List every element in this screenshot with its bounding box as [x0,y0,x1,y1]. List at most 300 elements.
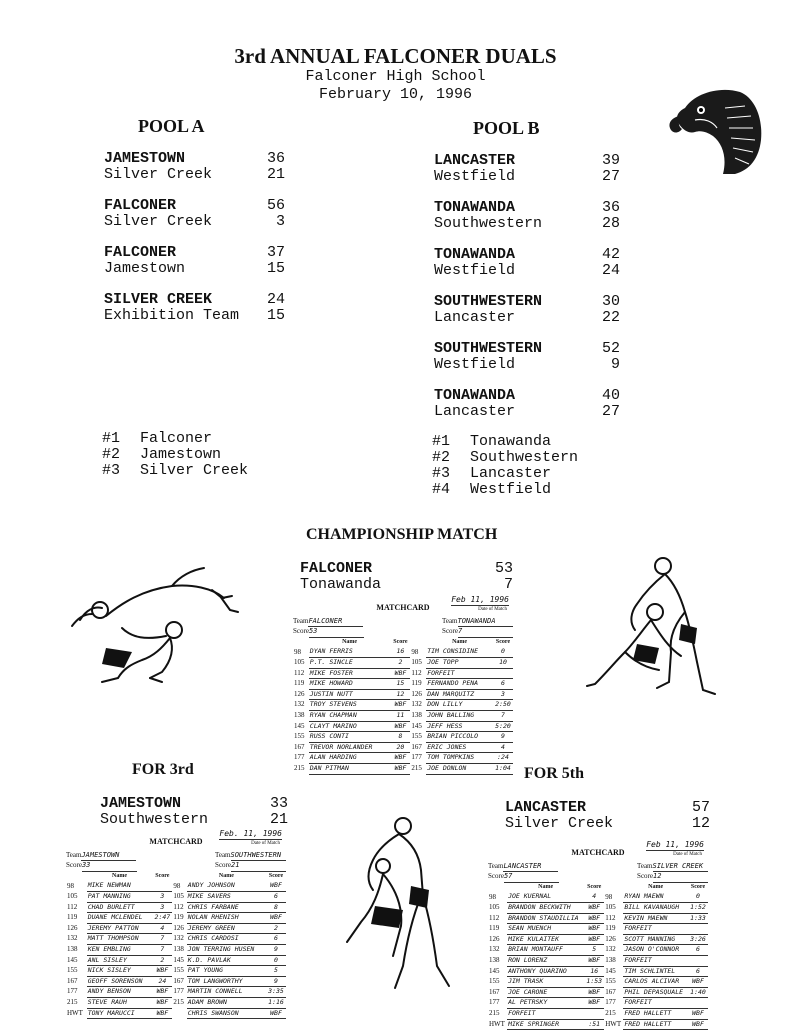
bout-score: 2:50 [493,700,513,711]
table-row [488,913,708,924]
bout-score: WBF [584,913,604,924]
weight-class: 105 [173,891,184,900]
fifth-loser: Silver Creek [505,815,614,832]
pool-match-loser: Silver Creek [104,166,213,183]
matchcard-title: MATCHCARD [376,603,430,612]
pool-match-loser-score: 15 [266,307,285,324]
column-header: Score [495,638,511,645]
pool-match-loser: Lancaster [434,403,516,420]
team-value: SOUTHWESTERN [231,851,286,862]
bout-score: 1:53 [584,977,604,988]
wrestler-name: JON TERRING HUSEN [187,944,266,955]
pool-match-loser-score: 24 [601,262,620,279]
weight-class: 126 [173,923,184,932]
standing-team: Tonawanda [470,433,552,450]
wrestler-name: PAT YOUNG [187,966,266,977]
weight-class: 112 [173,902,184,911]
wrestler-name: BRANDON STAUDILLIA [507,913,584,924]
bout-score: WBF [584,955,604,966]
column-header: Name [538,883,554,890]
table-row [66,955,286,966]
winner-team-name: TONAWANDA [434,246,516,263]
championship-loser-score: 7 [503,576,513,593]
wrestler-name: JOE TOPP [426,657,493,668]
wrestler-name: JOE KUERNAL [507,892,584,902]
matchcard-date: Feb 11, 1996 [646,840,704,849]
bout-score: WBF [390,700,410,711]
weight-class: 167 [605,987,616,996]
pool-match-loser: Lancaster [434,309,516,326]
table-row [293,710,513,721]
table-row [488,924,708,935]
table-row [488,1008,708,1019]
wrestler-name: ANTHONY QUARINO [507,966,584,977]
weight-class: 112 [294,668,305,677]
wrestler-name: SEAN MUENCH [507,924,584,935]
weight-class: 105 [294,657,305,666]
bout-score: WBF [390,668,410,679]
matchcard-title: MATCHCARD [571,848,625,857]
bout-score: WBF [584,934,604,945]
wrestler-name: NOLAN RHENISH [187,913,266,924]
table-row [66,923,286,934]
bout-score: 16 [390,647,410,657]
wrestler-name: FORFEIT [426,668,493,679]
wrestler-name: JOE DONLON [426,763,493,774]
bout-score: 4 [152,923,172,934]
bout-score: WBF [152,997,172,1008]
weight-class: 98 [173,881,181,890]
matchcard-team-block [293,617,364,638]
standing-team: Southwestern [470,449,579,466]
score-label: Score [637,872,653,881]
wrestler-name: TOM LANGWORTHY [187,976,266,987]
fifth-matchcard [488,840,708,1030]
team-label: Team [442,616,458,625]
wrestler-name: P.T. SINCLE [309,657,391,668]
wrestler-name: DON LILLY [426,700,493,711]
weight-class: 145 [605,966,616,975]
bout-score: 1:04 [493,763,513,774]
matchcard-team-block [488,862,559,883]
bout-score: 9 [266,944,286,955]
pool-match-winner [434,247,515,263]
wrestler-name: JOHN BALLING [426,710,493,721]
pool-match-loser-score: 9 [610,356,620,373]
third-matchcard [66,829,286,1019]
bout-score: 1:33 [688,913,708,924]
bout-score: 4 [584,892,604,902]
matchcard-date: Feb. 11, 1996 [219,829,282,838]
weight-class: 132 [605,945,616,954]
bout-score: 11 [390,710,410,721]
bout-score: WBF [584,924,604,935]
wrestler-name: RON LORENZ [507,955,584,966]
bout-score: 5 [584,945,604,956]
weight-class: 167 [294,742,305,751]
weight-class: 145 [173,955,184,964]
table-row [293,679,513,690]
weight-class: 215 [489,1008,500,1017]
bout-score: :24 [493,753,513,764]
weight-class: 138 [294,710,305,719]
wrestler-name: RYAN MAEWN [623,892,688,902]
wrestler-name: TOM TOMPKINS [426,753,493,764]
weight-class: 126 [294,689,305,698]
score-value: 53 [309,627,364,638]
wrestler-name: ANDY JOHNSON [187,881,266,891]
score-value: 12 [653,872,708,883]
weight-class: 138 [605,955,616,964]
wrestler-name: JIM TRASK [507,977,584,988]
pool-match-loser: Exhibition Team [104,307,240,324]
wrestler-name: FORFEIT [623,955,688,966]
score-value: 21 [231,861,286,872]
third-winner: JAMESTOWN [100,795,182,812]
weight-class: 177 [294,753,305,762]
matchcard-date-label: Date of Match [251,841,280,846]
bout-score: 3 [493,689,513,700]
bout-score: WBF [688,977,708,988]
pool-b-title: POOL B [473,118,540,138]
pool-match-winner-score: 39 [601,152,620,169]
weight-class: 112 [489,913,500,922]
winner-team-name: SOUTHWESTERN [434,293,543,310]
bout-score [688,998,708,1009]
weight-class: 119 [605,924,616,933]
weight-class: 138 [411,710,422,719]
pool-match-winner [434,341,542,357]
column-header: Score [690,883,706,890]
pool-match-winner [434,153,515,169]
table-row [488,987,708,998]
wrestler-name: ANL SISLEY [87,955,153,966]
wrestler-name: DAN PITMAN [309,763,391,774]
weight-class: 155 [294,732,305,741]
table-row [293,721,513,732]
table-row [488,955,708,966]
bout-score: 3:26 [688,934,708,945]
wrestlers-illustration-icon [333,816,463,996]
standing-team: Westfield [470,481,552,498]
wrestler-name: BRIAN MONTAUFF [507,945,584,956]
pool-match-winner-score: 37 [266,244,285,261]
pool-match-loser-score: 27 [601,168,620,185]
table-row [293,647,513,657]
weight-class: HWT [67,1008,83,1017]
bout-score: 12 [390,689,410,700]
wrestler-name: ALAN HARDING [309,753,391,764]
weight-class: 167 [67,976,78,985]
weight-class: HWT [605,1019,622,1028]
championship-winner: FALCONER [300,560,373,577]
wrestler-name: K.D. PAVLAK [187,955,266,966]
standing-rank: #2 [432,449,451,466]
matchcard-teams [66,851,286,872]
weight-class: 132 [489,945,500,954]
bout-score: 1:16 [266,997,286,1008]
bout-score: WBF [688,1008,708,1019]
third-place-title: FOR 3rd [132,761,194,778]
fifth-winner: LANCASTER [505,799,587,816]
pool-match-winner-score: 30 [601,293,620,310]
championship-loser: Tonawanda [300,576,382,593]
wrestler-name: MARTIN CONNELL [187,987,266,998]
weight-class: 119 [489,924,500,933]
pool-match-winner [434,294,542,310]
weight-class: 177 [173,987,184,996]
weight-class: 119 [173,913,184,922]
wrestler-name: CHAD BURLETT [87,902,153,913]
bout-score: 20 [390,742,410,753]
table-row [66,976,286,987]
wrestler-name: JEREMY GREEN [187,923,266,934]
bout-score: 0 [688,892,708,902]
weight-class: 167 [489,987,500,996]
wrestler-name: BRANDON BECKWITH [507,902,584,913]
wrestler-name: CHRIS FARBANE [187,902,266,913]
weight-class: 112 [411,668,422,677]
bout-score: 24 [152,976,172,987]
table-row [66,902,286,913]
pool-match-loser-score: 21 [266,166,285,183]
wrestler-name: STEVE RAUH [87,997,153,1008]
column-header: Score [268,872,284,879]
bout-score [688,955,708,966]
team-value: TONAWANDA [458,617,513,628]
weight-class: 145 [489,966,500,975]
wrestler-name: MIKE SAVERS [187,891,266,902]
wrestler-name: SCOTT MANNING [623,934,688,945]
eagle-head-icon [665,78,765,178]
bout-score: 1:52 [688,902,708,913]
pool-match-loser: Silver Creek [104,213,213,230]
bout-score [493,668,513,679]
column-header: Name [452,638,468,645]
column-header: Name [342,638,358,645]
wrestler-name: FORFEIT [507,1008,584,1019]
wrestler-name: MATT THOMPSON [87,934,153,945]
wrestler-name: TREVOR NORLANDER [309,742,391,753]
pool-match-winner [434,200,515,216]
bout-score: 4 [493,742,513,753]
wrestler-name: FORFEIT [623,998,688,1009]
table-row [488,998,708,1009]
pool-match-winner-score: 52 [601,340,620,357]
wrestler-name: RYAN CHAPMAN [309,710,391,721]
pool-a-title: POOL A [138,116,205,136]
weight-class: 132 [411,700,422,709]
table-row [488,902,708,913]
bout-score: 0 [493,647,513,657]
weight-class: 155 [173,966,184,975]
wrestler-name: RUSS CONTI [309,732,391,743]
weight-class: 167 [411,742,422,751]
wrestler-name: TIM CONSIDINE [426,647,493,657]
bout-score: WBF [688,1019,708,1030]
wrestler-name: MIKE FOSTER [309,668,391,679]
weight-class: 112 [605,913,616,922]
bout-score: 8 [390,732,410,743]
table-row [66,944,286,955]
table-row [488,966,708,977]
wrestler-name: FORFEIT [623,924,688,935]
wrestler-name: CHRIS CARDOSI [187,934,266,945]
bout-score: 2 [266,923,286,934]
wrestler-name: DYAN FERRIS [309,647,391,657]
weight-class: 145 [67,955,78,964]
wrestler-name: NICK SISLEY [87,966,153,977]
table-row [488,892,708,902]
weight-class: 177 [67,987,78,996]
bout-score: 3:35 [266,987,286,998]
weight-class: 126 [67,923,78,932]
pool-match-loser: Westfield [434,262,516,279]
weight-class: 155 [67,966,78,975]
wrestler-name: ERIC JONES [426,742,493,753]
weight-class: 119 [411,679,422,688]
column-header [66,872,87,882]
table-row [488,977,708,988]
team-label: Team [637,861,653,870]
wrestler-name: KEN EMBLING [87,944,153,955]
weight-class: 215 [294,763,305,772]
bout-score: 7 [493,710,513,721]
weight-class: 105 [605,902,616,911]
score-value: 33 [82,861,137,872]
table-row [66,934,286,945]
fifth-loser-score: 12 [691,815,710,832]
pool-match-loser-score: 3 [275,213,285,230]
weight-class: 145 [411,721,422,730]
score-label: Score [215,861,231,870]
table-row [66,966,286,977]
bout-score: 6 [266,934,286,945]
bout-score: 5 [266,966,286,977]
pool-match-winner [104,151,185,167]
pool-match-winner [104,245,176,261]
table-row [293,742,513,753]
wrestler-name: MIKE NEWMAN [87,881,153,891]
weight-class: 138 [489,955,500,964]
matchcard-team-block [637,862,708,883]
matchcard-table [488,883,708,1030]
table-row [293,753,513,764]
winner-team-name: TONAWANDA [434,199,516,216]
winner-team-name: TONAWANDA [434,387,516,404]
pool-match-winner [104,198,176,214]
bout-score [152,881,172,891]
bout-score: WBF [390,763,410,774]
team-label: Team [215,850,231,859]
table-row [66,1008,286,1019]
team-value: FALCONER [308,617,363,628]
team-value: SILVER CREEK [653,862,708,873]
bout-score: 9 [266,976,286,987]
wrestler-name: JUSTIN NUTT [309,689,391,700]
bout-score: 10 [493,657,513,668]
team-label: Team [293,616,309,625]
weight-class: 215 [67,997,78,1006]
table-row [488,1019,708,1030]
table-row [66,891,286,902]
wrestler-name: PAT MANNING [87,891,153,902]
bout-score: WBF [152,987,172,998]
bout-score: WBF [390,721,410,732]
weight-class: 177 [605,998,616,1007]
bout-score: 6 [688,945,708,956]
weight-class: 215 [173,997,184,1006]
bout-score: 9 [493,732,513,743]
bout-score: 3 [152,902,172,913]
bout-score: WBF [266,881,286,891]
weight-class: HWT [489,1019,505,1028]
weight-class: 145 [294,721,305,730]
wrestler-name: MIKE HOWARD [309,679,391,690]
wrestler-name: AL PETRSKY [507,998,584,1009]
pool-match-winner [434,388,515,404]
weight-class: 98 [411,647,419,656]
pool-match-winner-score: 36 [266,150,285,167]
wrestler-name: MIKE SPRINGER [507,1019,584,1030]
pool-match-loser: Jamestown [104,260,186,277]
column-header [172,872,186,882]
weight-class: 105 [67,891,78,900]
bout-score: WBF [152,966,172,977]
wrestler-name: BRIAN PICCOLO [426,732,493,743]
table-row [293,732,513,743]
pool-match-loser: Southwestern [434,215,543,232]
weight-class: 98 [294,647,301,656]
wrestlers-illustration-icon [62,548,242,688]
matchcard-date-label: Date of Match [478,607,507,612]
bout-score [688,924,708,935]
bout-score: 8 [266,902,286,913]
weight-class: 155 [489,977,500,986]
winner-team-name: FALCONER [104,244,177,261]
table-row [293,689,513,700]
standing-rank: #4 [432,481,451,498]
bout-score: WBF [266,1008,286,1019]
page-title: 3rd ANNUAL FALCONER DUALS [234,44,557,68]
matchcard-teams [488,862,708,883]
standing-rank: #1 [102,430,121,447]
fifth-place-title: FOR 5th [524,765,584,782]
pool-match-winner-score: 36 [601,199,620,216]
bout-score: 7 [152,944,172,955]
column-header [604,883,623,893]
weight-class: 105 [489,902,500,911]
matchcard-team-block [66,851,137,872]
weight-class: 215 [411,763,422,772]
weight-class: 155 [411,732,422,741]
winner-team-name: SOUTHWESTERN [434,340,543,357]
bout-score: 7 [152,934,172,945]
weight-class: 126 [605,934,616,943]
bout-score: 3 [152,891,172,902]
score-value: 7 [458,627,513,638]
standing-rank: #2 [102,446,121,463]
third-winner-score: 33 [269,795,288,812]
weight-class: 215 [605,1008,616,1017]
pool-match-loser-score: 28 [601,215,620,232]
pool-match-loser: Westfield [434,168,516,185]
championship-matchcard [293,595,513,775]
team-value: LANCASTER [503,862,558,873]
third-loser: Southwestern [100,811,209,828]
winner-team-name: JAMESTOWN [104,150,186,167]
matchcard-team-block [442,617,513,638]
